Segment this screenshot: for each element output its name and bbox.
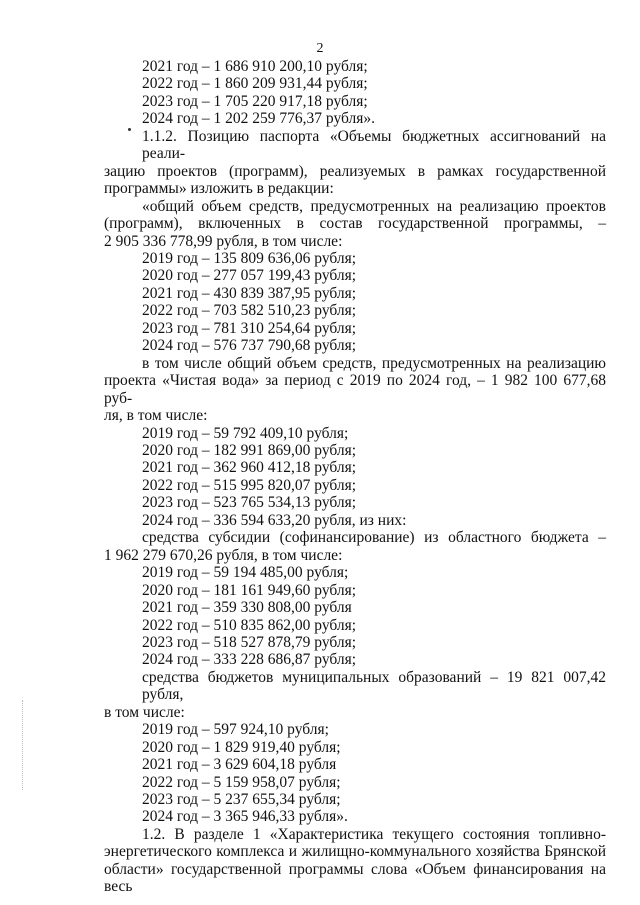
text-line: 2019 год – 135 809 636,06 рубля; xyxy=(142,249,357,267)
document-body xyxy=(104,58,606,896)
text-line: в том числе общий объем средств, предусмотренных на реализацию xyxy=(142,354,606,372)
text-line: 2024 год – 336 594 633,20 рубля, из них: xyxy=(142,511,407,529)
text-line: 2021 год – 1 686 910 200,10 рубля; xyxy=(142,58,368,75)
text-line: 2019 год – 59 792 409,10 рубля; xyxy=(142,424,349,442)
text-line: 2022 год – 703 582 510,23 рубля; xyxy=(142,302,357,320)
text-line: 2024 год – 576 737 790,68 рубля; xyxy=(142,337,357,355)
text-line: 1.2. В разделе 1 «Характеристика текущего состояния топливно- xyxy=(142,825,606,843)
text-line: 2024 год – 1 202 259 776,37 рубля». xyxy=(142,110,375,128)
text-line: 2020 год – 277 057 199,43 рубля; xyxy=(142,267,357,285)
text-line: 2023 год – 5 237 655,34 рубля; xyxy=(142,791,341,809)
text-line: в том числе: xyxy=(104,703,185,721)
text-line: 2024 год – 333 228 686,87 рубля; xyxy=(142,651,357,669)
text-line: 2022 год – 515 995 820,07 рубля; xyxy=(142,476,357,494)
text-line: 1.1.2. Позицию паспорта «Объемы бюджетных ассигнований на реали- xyxy=(142,127,606,163)
scan-margin-marks xyxy=(22,700,24,790)
text-line: (программ), включенных в состав государственной программы, – xyxy=(104,215,606,233)
text-line: 2023 год – 1 705 220 917,18 рубля; xyxy=(142,92,368,110)
text-line: 2022 год – 1 860 209 931,44 рубля; xyxy=(142,75,368,93)
text-line: 2020 год – 1 829 919,40 рубля; xyxy=(142,738,341,756)
text-line: «общий объем средств, предусмотренных на реализацию проектов xyxy=(142,197,606,215)
text-line: 2021 год – 3 629 604,18 рубля xyxy=(142,756,337,774)
text-line: 2022 год – 510 835 862,00 рубля; xyxy=(142,616,357,634)
text-line: области» государственной программы слова «Объем финансирования на весь xyxy=(104,860,606,896)
text-line: 2020 год – 181 161 949,60 рубля; xyxy=(142,581,357,599)
text-line: 2021 год – 359 330 808,00 рубля xyxy=(142,599,352,617)
text-line: 2023 год – 518 527 878,79 рубля; xyxy=(142,633,357,651)
text-line: 2023 год – 781 310 254,64 рубля; xyxy=(142,319,357,337)
text-line: программы» изложить в редакции: xyxy=(104,180,334,198)
text-line: 2 905 336 778,99 рубля, в том числе: xyxy=(104,232,343,250)
text-line: средства бюджетов муниципальных образований – 19 821 007,42 рубля, xyxy=(142,668,606,704)
text-line: ля, в том числе: xyxy=(104,407,208,425)
text-line: проекта «Чистая вода» за период с 2019 по 2024 год, – 1 982 100 677,68 руб- xyxy=(104,372,606,407)
text-line: 2019 год – 597 924,10 рубля; xyxy=(142,721,329,739)
text-line: зацию проектов (программ), реализуемых в рамках государственной xyxy=(104,162,606,180)
page-number: 2 xyxy=(316,41,324,56)
text-line: 2024 год – 3 365 946,33 рубля». xyxy=(142,808,348,826)
text-line: средства субсидии (софинансирование) из областного бюджета – xyxy=(142,529,606,547)
text-line: 2021 год – 362 960 412,18 рубля; xyxy=(142,459,357,477)
text-line: 2022 год – 5 159 958,07 рубля; xyxy=(142,773,341,791)
text-line: 2023 год – 523 765 534,13 рубля; xyxy=(142,494,357,512)
text-line: 2021 год – 430 839 387,95 рубля; xyxy=(142,284,357,302)
text-line: 2019 год – 59 194 485,00 рубля; xyxy=(142,564,349,582)
text-line: 2020 год – 182 991 869,00 рубля; xyxy=(142,441,357,459)
text-line: энергетического комплекса и жилищно-коммунального хозяйства Брянской xyxy=(104,843,606,861)
text-line: 1 962 279 670,26 рубля, в том числе: xyxy=(104,546,343,564)
